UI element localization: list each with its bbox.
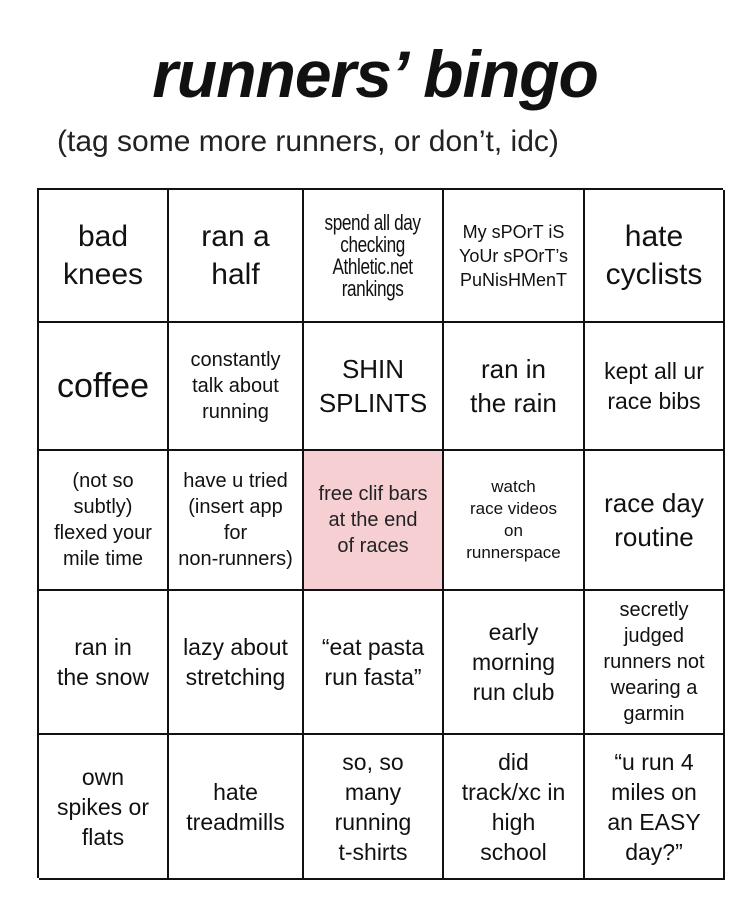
- cell-text: have u tried (insert app for non-runners): [178, 470, 293, 570]
- bingo-cell: [585, 735, 725, 880]
- cell-text: “eat pasta run fasta”: [321, 634, 425, 690]
- cell-text: kept all ur race bibs: [604, 358, 704, 414]
- cell-text: race day routine: [604, 488, 704, 552]
- cell-text: watch race videos on runnerspace: [466, 477, 561, 562]
- bingo-cell: [39, 591, 169, 735]
- cell-text: “u run 4 miles on an EASY day?”: [607, 748, 701, 865]
- cell-text: so, so many running t-shirts: [334, 748, 412, 865]
- bingo-cell: [444, 451, 585, 591]
- cell-text: hate treadmills: [186, 778, 285, 835]
- cell-text: hate cyclists: [605, 219, 703, 291]
- bingo-cell: [444, 190, 585, 323]
- bingo-cell: [39, 323, 169, 451]
- bingo-cell: [444, 591, 585, 735]
- bingo-cell: [39, 451, 169, 591]
- bingo-title: runners’ bingo: [152, 37, 598, 111]
- cell-text: ran in the snow: [56, 634, 150, 690]
- bingo-cell: [304, 190, 444, 323]
- cell-text: free clif bars at the end of races: [318, 483, 428, 557]
- cell-text: spend all day checking Athletic.net rankings: [324, 209, 422, 301]
- bingo-cell: [39, 190, 169, 323]
- cell-text: My sPOrT iS YoUr sPOrT’s PuNisHMenT: [458, 221, 569, 290]
- cell-text: constantly talk about running: [190, 349, 281, 423]
- cell-text: (not so subtly) flexed your mile time: [54, 470, 152, 570]
- cell-text: ran in the rain: [470, 354, 557, 418]
- cell-text: lazy about stretching: [183, 634, 288, 690]
- free-space-cell: [304, 451, 444, 591]
- bingo-cell: [169, 323, 304, 451]
- cell-text: SHIN SPLINTS: [318, 354, 428, 418]
- bingo-cell: [585, 190, 725, 323]
- bingo-cell: [169, 591, 304, 735]
- bingo-subtitle: (tag some more runners, or don’t, idc): [57, 125, 559, 158]
- bingo-cell: [304, 735, 444, 880]
- cell-text: bad knees: [62, 219, 144, 291]
- bingo-cell: [444, 735, 585, 880]
- cell-text: secretly judged runners not wearing a garmin: [603, 599, 705, 725]
- bingo-cell: [585, 451, 725, 591]
- bingo-cell: [585, 591, 725, 735]
- bingo-cell: [304, 591, 444, 735]
- bingo-cell: [169, 451, 304, 591]
- bingo-cell: [169, 735, 304, 880]
- cell-text: own spikes or flats: [56, 763, 150, 850]
- bingo-cell: [169, 190, 304, 323]
- cell-text: did track/xc in high school: [461, 748, 566, 865]
- bingo-grid: [37, 188, 723, 878]
- bingo-cell: [444, 323, 585, 451]
- bingo-cell: [304, 323, 444, 451]
- cell-text: ran a half: [201, 219, 270, 291]
- cell-text: early morning run club: [471, 619, 556, 705]
- bingo-cell: [585, 323, 725, 451]
- bingo-cell: [39, 735, 169, 880]
- cell-text: coffee: [56, 367, 149, 405]
